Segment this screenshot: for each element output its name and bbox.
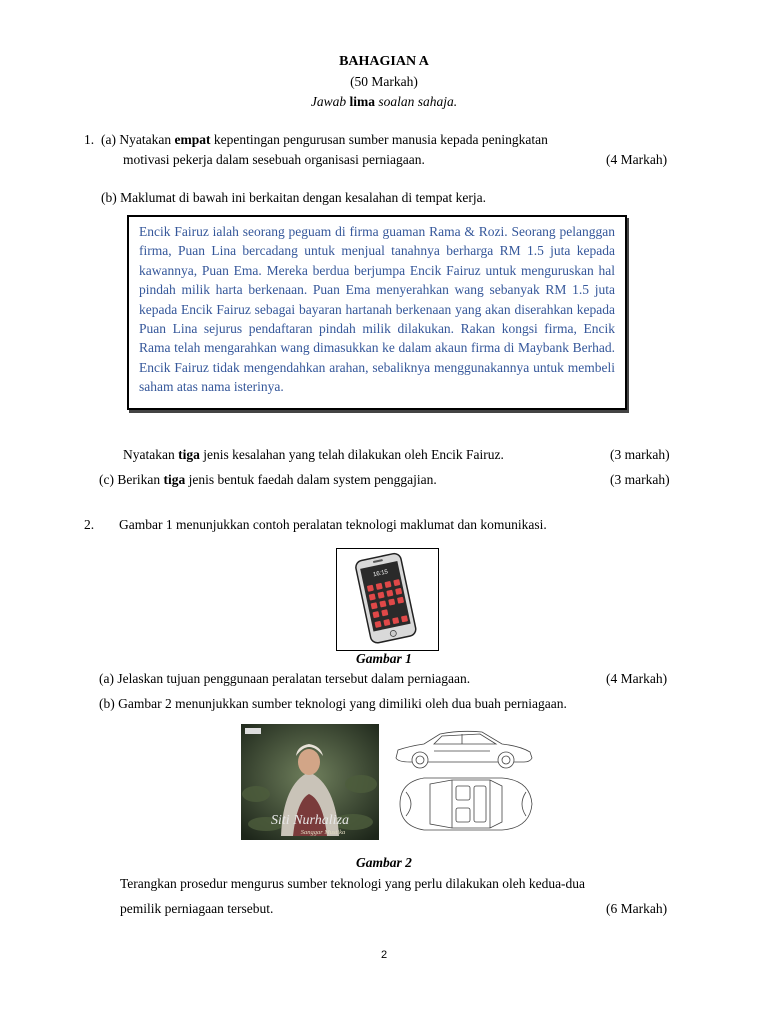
q1b-marks: (3 markah) — [610, 447, 670, 462]
q2a-marks: (4 Markah) — [606, 671, 668, 686]
car-top-view — [400, 778, 532, 830]
q2b-marks: (6 Markah) — [606, 901, 668, 916]
q1a-label: (a) Nyatakan — [101, 132, 172, 147]
q1b-question-bold: tiga — [178, 447, 200, 462]
q1c-text: jenis bentuk faedah dalam system penggajian. — [188, 472, 437, 487]
case-study-box — [127, 215, 627, 410]
q2a-text: (a) Jelaskan tujuan penggunaan peralatan tersebut dalam perniagaan. — [99, 671, 471, 686]
q2-number: 2. — [84, 517, 95, 532]
car-drawing-image — [390, 724, 538, 848]
section-title: BAHAGIAN A — [339, 54, 429, 69]
case-study-text: Encik Fairuz ialah seorang peguam di firma guaman Rama & Rozi. Seorang pelanggan firma, Puan Lina bercadang untuk menjual tanahnya berharga RM 1.5 juta kepada kawannya, Puan Ema. Mereka berdua berjumpa Encik Fairuz untuk menguruskan hal pindah milik harta berkenaan. Puan Ema menyerahkan wang sebanyak RM 1.5 juta kepada Encik Fairuz sebagai bayaran hartanah berkenaan yang akan diserahkan kepada Puan Lina sejurus pendaftaran pindah milik dilakukan. Rakan kongsi firma, Encik Rama telah mengarahkan wang dimasukkan ke dalam akaun firma di Maybank Berhad. Encik Fairuz tidak mengendahkan arahan, sebaliknya menggunakannya untuk membeli saham atas nama isterinya. — [139, 224, 615, 395]
q1a-text1: kepentingan pengurusan sumber manusia kepada peningkatan — [213, 132, 548, 147]
q2b-closing-line2: pemilik perniagaan tersebut. — [120, 901, 274, 916]
q2b-closing-line1: Terangkan prosedur mengurus sumber teknologi yang perlu dilakukan oleh kedua-dua — [120, 876, 586, 891]
q1a-bold: empat — [174, 132, 211, 147]
album-cover-image — [241, 724, 379, 840]
q1c-line — [99, 472, 437, 488]
q1a-marks: (4 Markah) — [606, 152, 668, 167]
car-side-view — [396, 731, 532, 768]
smartphone-image — [337, 549, 438, 650]
q1a-line1 — [101, 132, 548, 148]
q1c-marks: (3 markah) — [610, 472, 670, 487]
q2-intro: Gambar 1 menunjukkan contoh peralatan teknologi maklumat dan komunikasi. — [119, 517, 547, 532]
q1a-line2: motivasi pekerja dalam sesebuah organisasi perniagaan. — [123, 152, 425, 167]
q1b-intro: (b) Maklumat di bawah ini berkaitan dengan kesalahan di tempat kerja. — [101, 190, 486, 205]
q1-number: 1. — [84, 132, 95, 147]
figure-1-frame — [336, 548, 439, 651]
q1b-question — [123, 447, 504, 463]
page-number: 2 — [380, 949, 388, 961]
section-instruction — [0, 94, 768, 110]
instruction-part-2: soalan sahaja. — [378, 94, 458, 109]
q2b-text: (b) Gambar 2 menunjukkan sumber teknologi yang dimiliki oleh dua buah perniagaan. — [99, 696, 567, 711]
section-marks: (50 Markah) — [350, 74, 418, 89]
q1b-question-post: jenis kesalahan yang telah dilakukan oleh Encik Fairuz. — [203, 447, 504, 462]
figure-2-caption: Gambar 2 — [356, 855, 412, 870]
instruction-bold: lima — [349, 94, 375, 109]
album-title: Siti Nurhaliza — [271, 813, 349, 828]
figure-1-caption: Gambar 1 — [356, 651, 412, 666]
instruction-part-1: Jawab — [310, 94, 347, 109]
q1c-label: (c) Berikan — [99, 472, 161, 487]
phone-clock: 16:15 — [372, 569, 389, 579]
album-subtitle: Sanggar Mustika — [300, 829, 346, 836]
q1c-bold: tiga — [163, 472, 186, 487]
q1b-question-pre: Nyatakan — [123, 447, 175, 462]
